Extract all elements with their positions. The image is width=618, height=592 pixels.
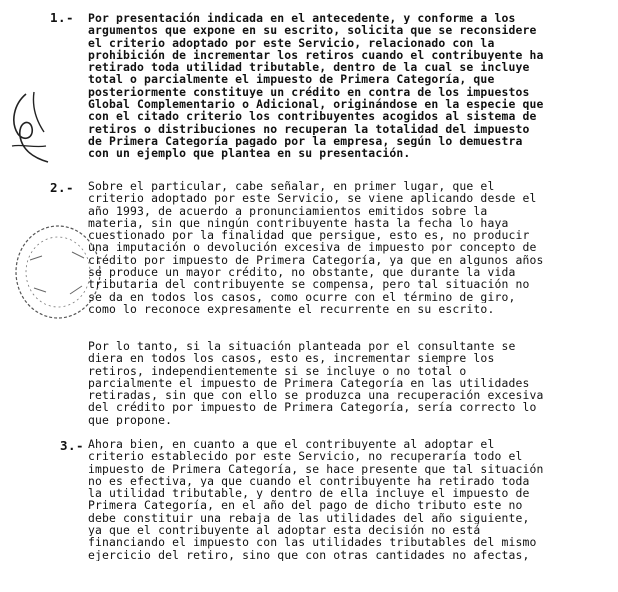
text-line: prohibición de incrementar los retiros cuando el contribuyente ha <box>88 48 544 62</box>
text-line: materia, sin que ningún contribuyente hasta la fecha lo haya <box>88 216 509 230</box>
text-line: parcialmente el impuesto de Primera Categoría en las utilidades <box>88 376 530 390</box>
text-line: Global Complementario o Adicional, originándose en la especie que <box>88 98 544 111</box>
text-line: con un ejemplo que plantea en su presentación. <box>88 147 411 160</box>
handwritten-initial-mark <box>4 88 56 168</box>
section-number: 2.- <box>50 180 75 195</box>
text-line: no es efectiva, ya que cuando el contribuyente ha retirado toda <box>88 474 530 488</box>
text-line: retiros, independientemente si se incluye o no total o <box>88 364 467 377</box>
text-line: la utilidad tributable, y dentro de ella incluye el impuesto de <box>88 487 530 500</box>
section-1-text <box>88 12 594 160</box>
text-line: impuesto de Primera Categoría, se hace presente que tal situación <box>88 462 544 475</box>
text-line: se da en todos los casos, como ocurre con el término de giro, <box>88 290 516 303</box>
text-line: Primera Categoría, en el año del pago de dicho tributo este no <box>88 499 523 512</box>
text-line: retirado toda utilidad tributable, dentro de la cual se incluye <box>88 61 530 74</box>
text-line: año 1993, de acuerdo a pronunciamientos emitidos sobre la <box>88 204 488 217</box>
text-line: ejercicio del retiro, sino que con otras cantidades no afectas, <box>88 548 530 561</box>
text-line: tributaria del contribuyente se compensa, pero tal situación no <box>88 278 530 291</box>
text-line: de Primera Categoría pagado por la empresa, según lo demuestra <box>88 134 523 148</box>
text-line: como lo reconoce expresamente el recurrente en su escrito. <box>88 302 495 316</box>
text-line: cuestionado por la finalidad que persigue, esto es, no producir <box>88 229 530 242</box>
text-line: financiando el impuesto con las utilidades tributables del mismo <box>88 536 537 549</box>
section-3-text <box>88 438 594 561</box>
text-line: criterio adoptado por este Servicio, se viene aplicando desde el <box>88 192 537 205</box>
text-line: del crédito por impuesto de Primera Categoría, sería correcto lo <box>88 401 537 414</box>
section-2-text <box>88 180 594 315</box>
text-line: crédito por impuesto de Primera Categoría, ya que en algunos años <box>88 253 544 267</box>
section-2b-text <box>88 340 594 426</box>
text-line: debe constituir una rebaja de las utilidades del año siguiente, <box>88 511 530 525</box>
text-line: que propone. <box>88 413 173 427</box>
text-line: retiros o distribuciones no recuperan la totalidad del impuesto <box>88 122 530 135</box>
text-line: se produce un mayor crédito, no obstante, que durante la vida <box>88 266 516 279</box>
text-line: ya que el contribuyente al adoptar esta decisión no está <box>88 524 481 537</box>
text-line: diera en todos los casos, esto es, incrementar siempre los <box>88 352 495 365</box>
text-line: una imputación o devolución excesiva de impuesto por concepto de <box>88 241 537 254</box>
text-line: con el citado criterio los contribuyentes acogidos al sistema de <box>88 110 537 123</box>
text-line: retiradas, sin que con ello se produzca una recuperación excesiva <box>88 389 544 402</box>
text-line: Sobre el particular, cabe señalar, en primer lugar, que el <box>88 180 495 193</box>
text-line: criterio establecido por este Servicio, no recuperaría todo el <box>88 450 523 463</box>
text-line: el criterio adoptado por este Servicio, relacionado con la <box>88 36 495 49</box>
text-line: posteriormente constituye un crédito en contra de los impuestos <box>88 85 530 99</box>
text-line: argumentos que expone en su escrito, solicita que se reconsidere <box>88 24 537 37</box>
text-line: Ahora bien, en cuanto a que el contribuyente al adoptar el <box>88 438 495 451</box>
text-line: total o parcialmente el impuesto de Primera Categoría, que <box>88 73 495 86</box>
section-number: 3.- <box>60 438 85 453</box>
section-number: 1.- <box>50 10 75 25</box>
text-line: Por lo tanto, si la situación planteada por el consultante se <box>88 340 516 353</box>
text-line: Por presentación indicada en el antecedente, y conforme a los <box>88 12 516 25</box>
